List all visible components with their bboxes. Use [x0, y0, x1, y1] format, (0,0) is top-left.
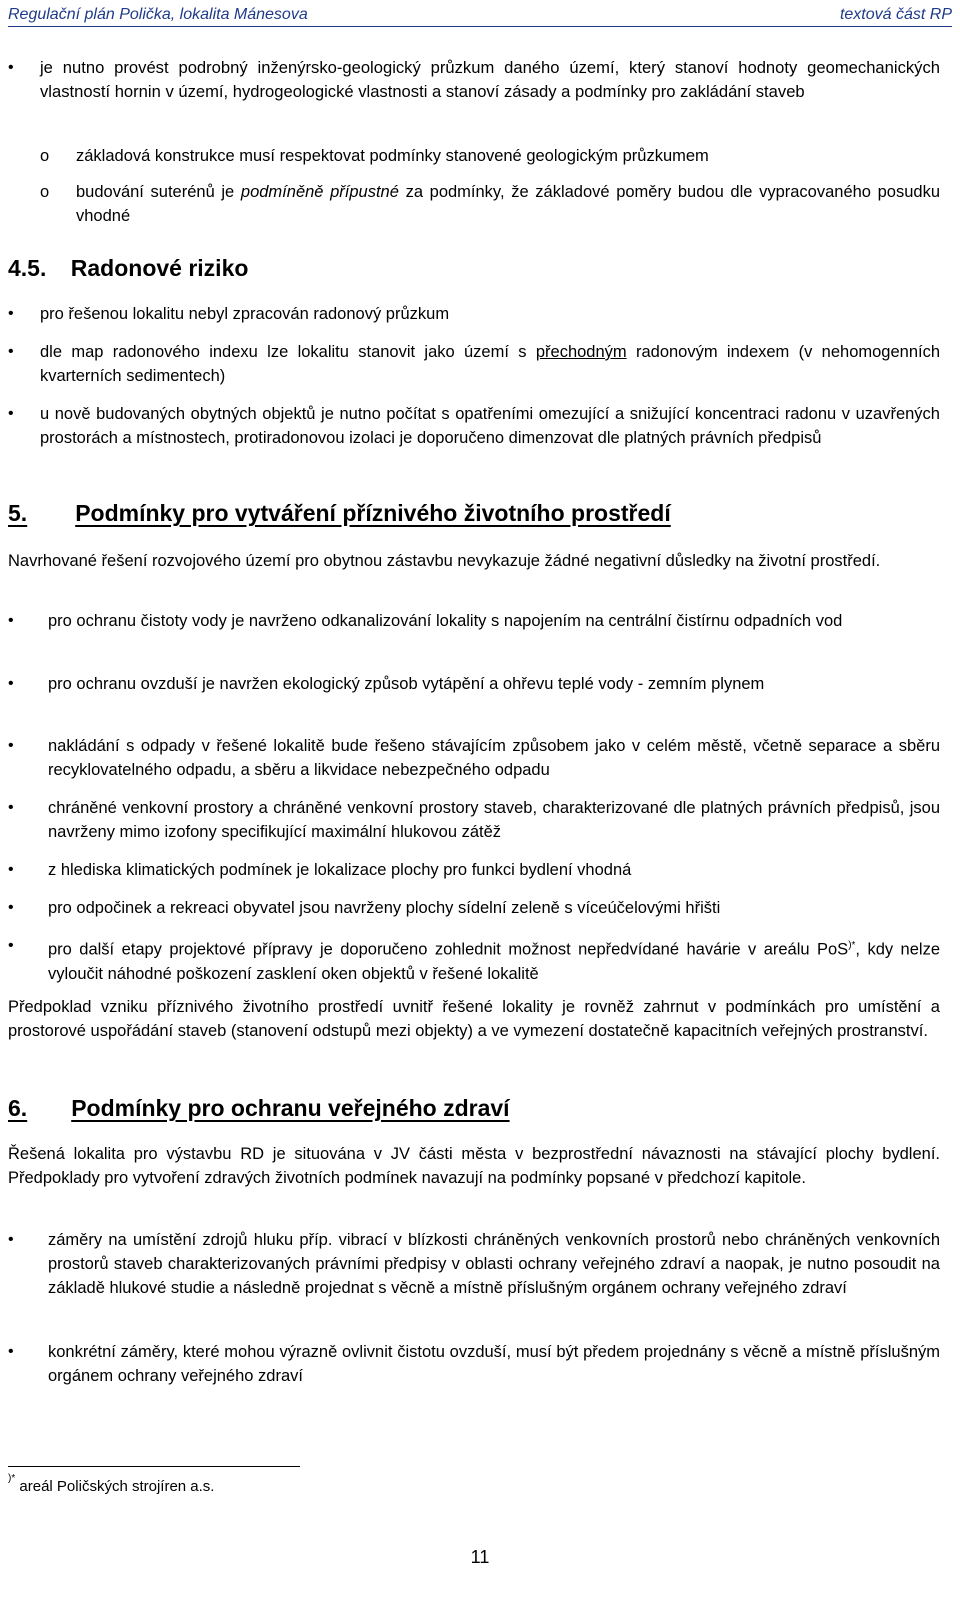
- radon-b2-underlined: přechodným: [535, 343, 627, 361]
- sec5-bullet-4: chráněné venkovní prostory a chráněné venkovní prostory staveb, charakterizované dle platných právních předpisů, jsou navrženy mimo izofony specifikující maximální hlukovou zátěž: [48, 799, 940, 841]
- geo-sub-item-1: základová konstrukce musí respektovat podmínky stanovené geologickým průzkumem: [76, 147, 709, 165]
- radon-b2-post: radonovým indexem (v nehomogenních kvarterních sedimentech): [40, 343, 941, 385]
- sec5-b7-pre: pro další etapy projektové přípravy je doporučeno zohlednit možnost nepředvídané havárie v areálu PoS: [48, 940, 849, 959]
- bullet-icon: •: [8, 612, 14, 629]
- sec5-bullet-7: [48, 934, 940, 986]
- footnote-rule: [8, 1466, 300, 1467]
- geo-sub-item-2: [76, 180, 940, 228]
- footnote-text: areál Poličských strojíren a.s.: [19, 1478, 215, 1495]
- bullet-icon: •: [8, 59, 14, 76]
- sec6-intro: Řešená lokalita pro výstavbu RD je situována v JV části města v bezprostřední návaznosti na stávající plochy bydlení. Předpoklady pro vytvoření zdravých životních podmínek navazují na podmínky popsané v předchozí kapitole.: [8, 1145, 940, 1187]
- radon-bullet-3: u nově budovaných obytných objektů je nutno počítat s opatřeními omezující a snižující koncentraci radonu v uzavřených prostorách a místnostech, protiradonovou izolaci je doporučeno dimenzovat dle platných právních předpisů: [40, 405, 940, 447]
- section-heading-6: [8, 1093, 938, 1123]
- radon-bullet-1: pro řešenou lokalitu nebyl zpracován radonový průzkum: [40, 305, 450, 323]
- heading-title: Podmínky pro ochranu veřejného zdraví: [71, 1095, 510, 1121]
- geo-sub2-post: za podmínky, že základové poměry budou dle vypracovaného posudku vhodné: [76, 183, 940, 225]
- sec5-intro: Navrhované řešení rozvojového území pro obytnou zástavbu nevykazuje žádné negativní důsledky na životní prostředí.: [8, 552, 881, 570]
- bullet-icon: •: [8, 861, 14, 878]
- page-number: 11: [470, 1547, 490, 1567]
- page-header: [8, 4, 952, 26]
- bullet-icon: •: [8, 899, 14, 916]
- geo-bullet-text: je nutno provést podrobný inženýrsko-geologický průzkum daného území, který stanoví hodnoty geomechanických vlastností hornin v území, hydrogeologické vlastnosti a stanoví zásady a podmínky pro zakládání staveb: [40, 58, 940, 101]
- heading-number: 4.5.: [8, 255, 47, 281]
- heading-number: 5.: [8, 500, 28, 526]
- bullet-icon: •: [8, 343, 14, 360]
- bullet-icon: •: [8, 305, 14, 322]
- circle-bullet-icon: o: [40, 183, 50, 201]
- header-rule: [8, 26, 952, 27]
- section-heading-5: [8, 498, 938, 528]
- sec5-bullet-3: nakládání s odpady v řešené lokalitě bude řešeno stávajícím způsobem jako v celém městě, včetně separace a sběru recyklovatelného odpadu, a sběru a likvidace nebezpečného odpadu: [48, 737, 940, 779]
- header-title: Regulační plán Polička, lokalita Mánesova: [8, 6, 308, 23]
- sec5-b7-post: , kdy nelze vyloučit náhodné poškození zasklení oken objektů v řešené lokalitě: [48, 940, 940, 983]
- bullet-icon: •: [8, 405, 14, 422]
- section-heading-radon: [8, 253, 248, 283]
- sec6-bullet-1: záměry na umístění zdrojů hluku příp. vibrací v blízkosti chráněných venkovních prostorů nebo chráněných venkovních prostorů staveb charakterizovaných právními předpisy v oblasti ochrany veřejného zdraví a naopak, je nutno posoudit na základě hlukové studie a následně projednat s věcně a místně příslušným orgánem ochrany veřejného zdraví: [48, 1231, 940, 1297]
- footnote-ref: )*: [848, 940, 856, 951]
- sec5-bullet-1: pro ochranu čistoty vody je navrženo odkanalizování lokality s napojením na centrální čistírnu odpadních vod: [48, 612, 843, 630]
- sec5-outro: Předpoklad vzniku příznivého životního prostředí uvnitř řešené lokality je rovněž zahrnut v podmínkách pro umístění a prostorové uspořádání staveb (stanovení odstupů mezi objekty) a ve vymezení dostatečně kapacitních veřejných prostranství.: [8, 998, 940, 1040]
- heading-title: Radonové riziko: [70, 255, 249, 281]
- footnote: [8, 1473, 214, 1497]
- circle-bullet-icon: o: [40, 147, 50, 165]
- bullet-icon: •: [8, 1231, 14, 1248]
- sec5-bullet-6: pro odpočinek a rekreaci obyvatel jsou navrženy plochy sídelní zeleně s víceúčelovými hřišti: [48, 899, 721, 917]
- bullet-icon: •: [8, 799, 14, 816]
- header-section: textová část RP: [839, 6, 952, 23]
- bullet-icon: •: [8, 1343, 14, 1360]
- sec6-bullet-2: konkrétní záměry, které mohou výrazně ovlivnit čistotu ovzduší, musí být předem projednány s věcně a místně příslušným orgánem ochrany veřejného zdraví: [48, 1343, 940, 1385]
- radon-bullet-2: [40, 340, 940, 388]
- footnote-mark: )*: [8, 1473, 16, 1484]
- radon-b2-pre: dle map radonového indexu lze lokalitu stanovit jako území s: [40, 343, 527, 361]
- bullet-icon: •: [8, 737, 14, 754]
- bullet-icon: •: [8, 675, 14, 692]
- sec5-bullet-5: z hlediska klimatických podmínek je lokalizace plochy pro funkci bydlení vhodná: [48, 861, 632, 879]
- heading-number: 6.: [8, 1095, 28, 1121]
- bullet-icon: •: [8, 937, 14, 954]
- geo-sub2-pre: budování suterénů je: [76, 183, 235, 201]
- heading-title: Podmínky pro vytváření příznivého životního prostředí: [75, 500, 671, 526]
- sec5-bullet-2: pro ochranu ovzduší je navržen ekologický způsob vytápění a ohřevu teplé vody - zemním plynem: [48, 675, 765, 693]
- geo-sub2-italic: podmíněně přípustné: [240, 183, 399, 201]
